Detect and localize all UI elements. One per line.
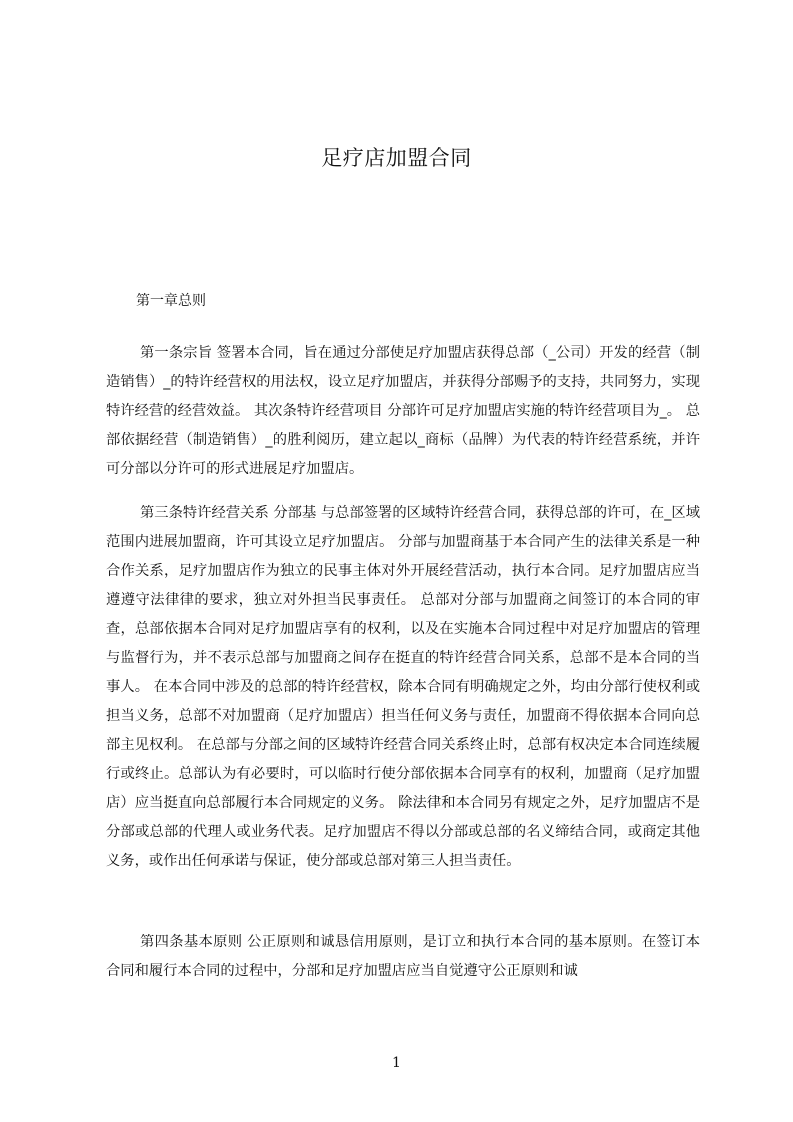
article-3-paragraph: 第三条特许经营关系 分部基 与总部签署的区域特许经营合同，获得总部的许可，在_区域范围内进展加盟商，许可其设立足疗加盟店。 分部与加盟商基于本合同产生的法律关系是一种合作关系，足疗加盟店作为独立的民事主体对外开展经营活动，执行本合同。足疗加盟店应当遵遵守法律律的要求，独立对外担当民事责任。 总部对分部与加盟商之间签订的本合同的审查，总部依据本合同对足疗加盟店享有的权利，以及在实施本合同过程中对足疗加盟店的管理与监督行为，并不表示总部与加盟商之间存在挺直的特许经营合同关系，总部不是本合同的当事人。 在本合同中涉及的总部的特许经营权，除本合同有明确规定之外，均由分部行使权利或担当义务，总部不对加盟商（足疗加盟店）担当任何义务与责任，加盟商不得依据本合同向总部主见权利。 在总部与分部之间的区域特许经营合同关系终止时，总部有权决定本合同连续履行或终止。总部认为有必要时，可以临时行使分部依据本合同享有的权利，加盟商（足疗加盟店）应当挺直向总部履行本合同规定的义务。 除法律和本合同另有规定之外，足疗加盟店不是分部或总部的代理人或业务代表。足疗加盟店不得以分部或总部的名义缔结合同，或商定其他义务，或作出任何承诺与保证，使分部或总部对第三人担当责任。 [106,505,700,869]
article-4-paragraph: 第四条基本原则 公正原则和诚恳信用原则，是订立和执行本合同的基本原则。在签订本合同和履行本合同的过程中，分部和足疗加盟店应当自觉遵守公正原则和诚 [106,934,700,979]
page-number: 1 [392,1055,401,1071]
document-title: 足疗店加盟合同 [321,146,472,170]
chapter-heading: 第一章总则 [136,293,206,309]
article-1-2-paragraph: 第一条宗旨 签署本合同，旨在通过分部使足疗加盟店获得总部（_公司）开发的经营（制造销售）_的特许经营权的用法权，设立足疗加盟店，并获得分部赐予的支持，共同努力，实现特许经营的经营效益。 其次条特许经营项目 分部许可足疗加盟店实施的特许经营项目为_。 总部依据经营（制造销售）_的胜利阅历，建立起以_商标（品牌）为代表的特许经营系统，并许可分部以分许可的形式进展足疗加盟店。 [106,345,700,477]
